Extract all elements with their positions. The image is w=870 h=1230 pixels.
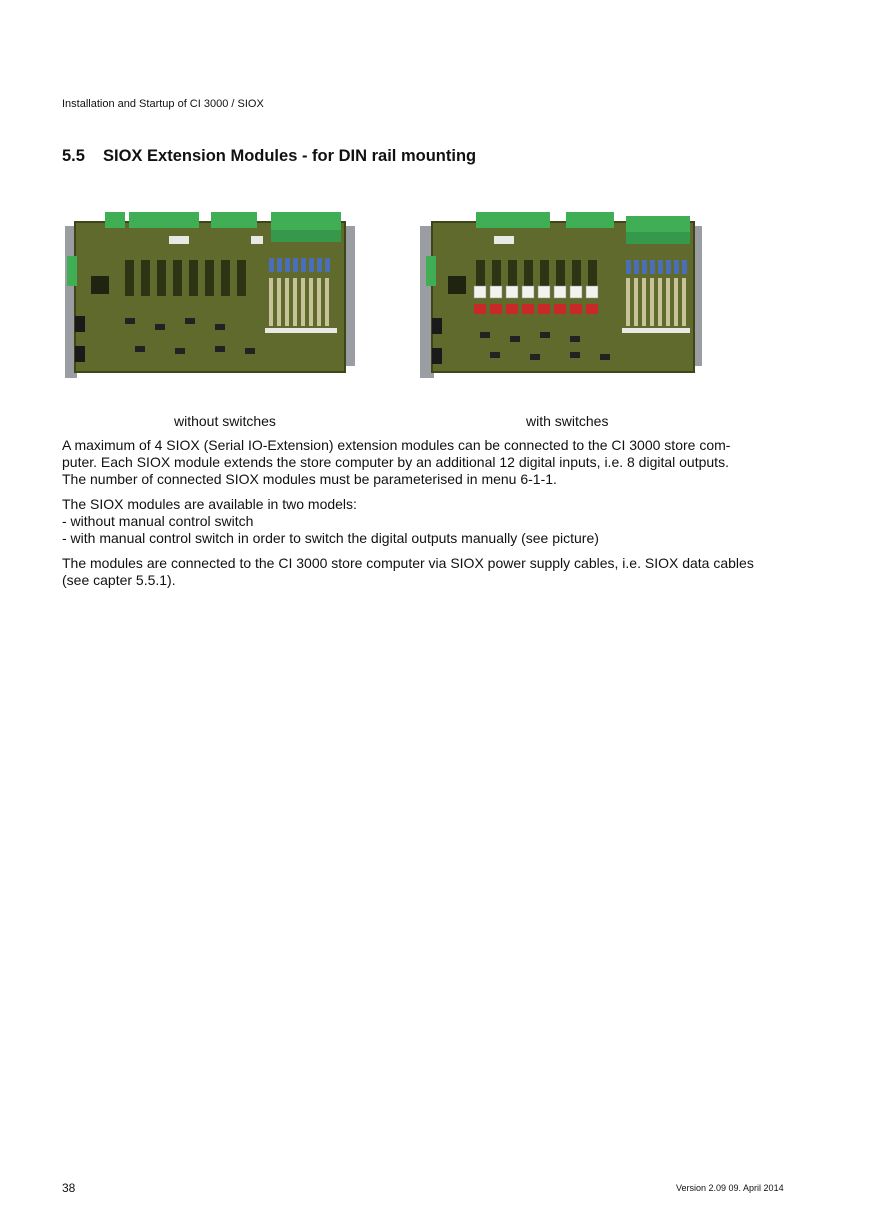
section-title: SIOX Extension Modules - for DIN rail mounting (103, 147, 477, 165)
paragraph-models (62, 496, 792, 547)
paragraph-module-capacity (62, 437, 792, 488)
list-item: - without manual control switch (62, 513, 254, 529)
list-item: - with manual control switch in order to switch the digital outputs manually (see picture) (62, 530, 599, 546)
figure-caption-with-switches: with switches (526, 413, 609, 429)
section-heading (62, 147, 476, 166)
paragraph-line: A maximum of 4 SIOX (Serial IO-Extension) extension modules can be connected to the CI 3000 store com- (62, 437, 731, 453)
version-info: Version 2.09 09. April 2014 (676, 1183, 784, 1193)
siox-module-without-switches-image (65, 208, 360, 383)
paragraph-connection (62, 555, 792, 589)
paragraph-line: puter. Each SIOX module extends the store computer by an additional 12 digital inputs, i.e. 8 digital outputs. (62, 454, 729, 470)
running-header: Installation and Startup of CI 3000 / SIOX (62, 98, 264, 110)
siox-module-with-switches-image (420, 208, 705, 383)
page-number: 38 (62, 1181, 76, 1195)
figure-caption-without-switches: without switches (174, 413, 276, 429)
section-number: 5.5 (62, 147, 85, 165)
paragraph-line: The modules are connected to the CI 3000 store computer via SIOX power supply cables, i.e. SIOX data cables (62, 555, 754, 571)
paragraph-line: The number of connected SIOX modules must be parameterised in menu 6-1-1. (62, 471, 557, 487)
paragraph-line: (see capter 5.5.1). (62, 572, 176, 588)
paragraph-line: The SIOX modules are available in two models: (62, 496, 357, 512)
